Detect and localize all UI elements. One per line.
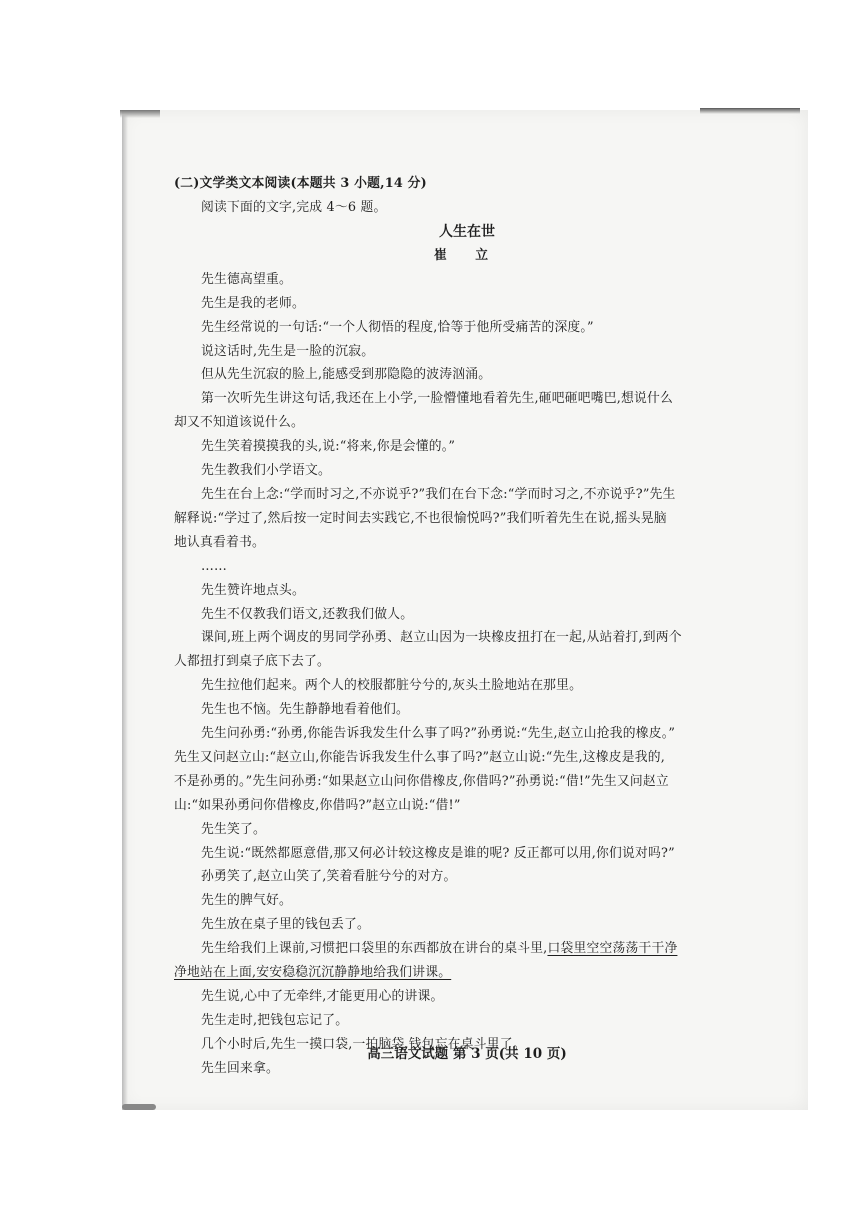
article-title: 人生在世 — [439, 223, 495, 240]
paragraph: 孙勇笑了,赵立山笑了,笑着看脏兮兮的对方。 — [201, 869, 457, 885]
paragraph-continuation: 山:“如果孙勇问你借橡皮,你借吗?”赵立山说:“借!” — [174, 797, 461, 813]
scan-edge-bottom — [122, 1104, 156, 1110]
scan-edge-left — [122, 115, 128, 1110]
paragraph-continuation: 地认真看着书。 — [174, 534, 265, 550]
paragraph-continuation — [174, 961, 760, 985]
paragraph-continuation: 人都扭打到桌子底下去了。 — [174, 654, 330, 670]
paragraph: 先生拉他们起来。两个人的校服都脏兮兮的,灰头土脸地站在那里。 — [201, 678, 583, 694]
paragraph: 但从先生沉寂的脸上,能感受到那隐隐的波涛汹涌。 — [201, 367, 492, 383]
paragraph: 先生说,心中了无牵绊,才能更用心的讲课。 — [201, 989, 444, 1004]
paragraph: 先生也不恼。先生静静地看着他们。 — [201, 702, 409, 718]
paragraph-continuation: 却又不知道该说什么。 — [174, 415, 304, 431]
paragraph: 第一次听先生讲这句话,我还在上小学,一脸懵懂地看着先生,砸吧砸吧嘴巴,想说什么 — [201, 391, 673, 407]
paragraph-continuation: 不是孙勇的。”先生问孙勇:“如果赵立山问你借橡皮,你借吗?”孙勇说:“借!”先生又问赵立 — [174, 773, 669, 789]
paragraph-continuation: 先生又问赵立山:“赵立山,你能告诉我发生什么事了吗?”赵立山说:“先生,这橡皮是我的, — [174, 749, 666, 765]
paragraph: 先生教我们小学语文。 — [201, 463, 331, 479]
instruction: 阅读下面的文字,完成 4～6 题。 — [201, 199, 387, 215]
paragraph: 先生走时,把钱包忘记了。 — [201, 1012, 349, 1028]
paragraph-continuation: 解释说:“学过了,然后按一定时间去实践它,不也很愉悦吗?”我们听着先生在说,摇头晃脑 — [174, 510, 667, 526]
page-footer: 高三语文试题 第 3 页(共 10 页) — [367, 1046, 567, 1062]
paragraph: 先生问孙勇:“孙勇,你能告诉我发生什么事了吗?”孙勇说:“先生,赵立山抢我的橡皮。” — [201, 726, 676, 742]
paragraph: 先生是我的老师。 — [201, 295, 305, 311]
exam-content — [174, 172, 760, 1081]
paragraph: 先生放在桌子里的钱包丢了。 — [201, 917, 370, 933]
paragraph: 先生说:“既然都愿意借,那又何必计较这橡皮是谁的呢? 反正都可以用,你们说对吗?” — [201, 845, 675, 861]
paragraph: 先生赞许地点头。 — [201, 582, 305, 598]
paragraph: 先生笑了。 — [201, 821, 266, 837]
section-heading: (二)文学类文本阅读(本题共 3 小题,14 分) — [174, 176, 427, 191]
paragraph-with-underline — [174, 937, 760, 961]
paragraph: 课间,班上两个调皮的男同学孙勇、赵立山因为一块橡皮扭打在一起,从站着打,到两个 — [201, 630, 682, 646]
paragraph: 几个小时后,先生一摸口袋,一拍脑袋,钱包忘在桌斗里了。 — [201, 1036, 526, 1052]
paragraph: 先生经常说的一句话:“一个人彻悟的程度,恰等于他所受痛苦的深度。” — [201, 319, 594, 335]
paragraph: 先生回来拿。 — [201, 1060, 279, 1076]
paragraph-text: 先生给我们上课前,习惯把口袋里的东西都放在讲台的桌斗里, — [201, 941, 548, 957]
paragraph: 先生德高望重。 — [201, 271, 292, 287]
article-author: 崔 立 — [433, 247, 501, 263]
paragraph: 先生不仅教我们语文,还教我们做人。 — [201, 606, 414, 622]
scan-edge-top-right — [700, 108, 800, 114]
ellipsis: …… — [201, 558, 227, 574]
paragraph: 先生笑着摸摸我的头,说:“将来,你是会懂的。” — [201, 439, 456, 455]
underlined-sentence: 口袋里空空荡荡干干净 — [547, 941, 678, 957]
underlined-sentence: 净地站在上面,安安稳稳沉沉静静地给我们讲课。 — [174, 965, 452, 981]
paragraph: 说这话时,先生是一脸的沉寂。 — [201, 343, 375, 359]
paragraph: 先生的脾气好。 — [201, 893, 292, 909]
paragraph: 先生在台上念:“学而时习之,不亦说乎?”我们在台下念:“学而时习之,不亦说乎?”先生 — [201, 486, 676, 502]
